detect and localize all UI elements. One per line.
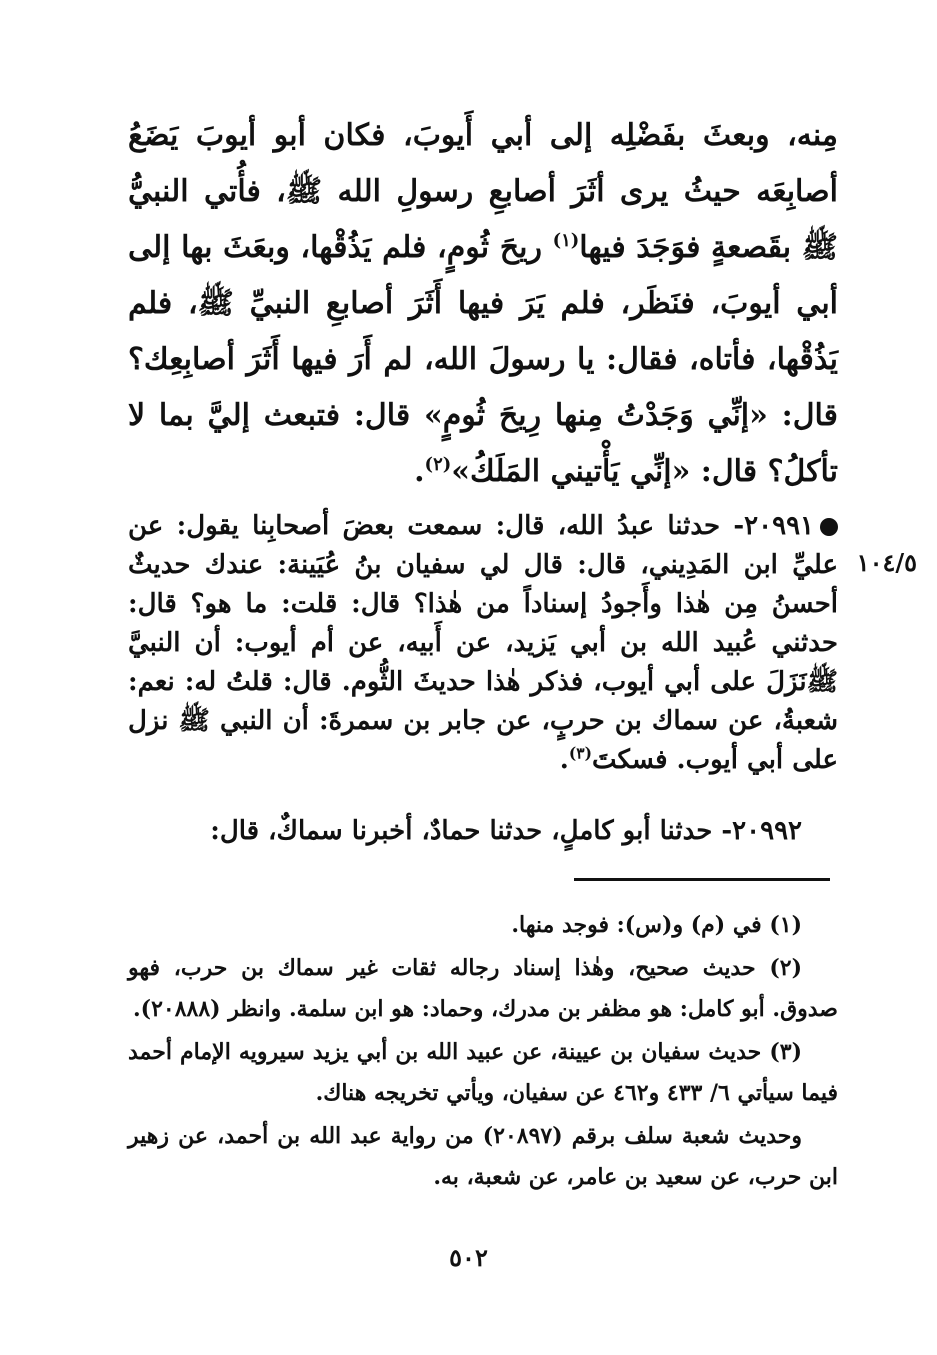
bullet-icon	[820, 518, 838, 536]
hadith-20991-text: ٢٠٩٩١- حدثنا عبدُ الله، قال: سمعت بعضَ أصحابِنا يقول: عن عليِّ ابن المَدِيني، قال: قال لي سفيان بنُ عُيَينة: عندك حديثٌ أحسنُ مِن هٰذا وأَجودُ إسناداً من هٰذا؟ قال: قلت: ما هو؟ قال: حدثني عُبيد الله بن أبي يَزيد، عن أَبيه، عن أم أيوب: أن النبيَّ ﷺنَزَلَ على أبي أيوب، فذكر هٰذا حديثَ الثُّوم. قال: قلتُ له: نعم: شعبةُ، عن سماك بن حربٍ، عن جابر بن سمرةَ: أن النبي ﷺ نزل على أبي أيوب. فسكتَ	[128, 511, 838, 775]
hadith-20992-text: ٢٠٩٩٢- حدثنا أبو كاملٍ، حدثنا حمادٌ، أخبرنا سماكٌ، قال:	[210, 816, 802, 846]
margin-volume-page-ref: ١٠٤/٥	[856, 548, 917, 577]
footnote-marker-1: (١)	[552, 230, 580, 251]
page-number: ٥٠٢	[449, 1243, 488, 1272]
footnote-marker-3: (٣)	[568, 743, 592, 763]
footnote-marker-2: (٢)	[424, 454, 452, 475]
main-text-end: .	[414, 454, 425, 489]
footnotes-block	[128, 905, 838, 1200]
footnote-divider	[574, 878, 830, 881]
hadith-20992	[128, 812, 838, 851]
footnote-3-continued: وحديث شعبة سلف برقم (٢٠٨٩٧) من رواية عبد الله بن أحمد، عن زهير ابن حرب، عن سعيد بن عامر، عن شعبة، به.	[128, 1123, 838, 1190]
main-text-block	[128, 108, 838, 500]
hadith-20991	[128, 507, 838, 780]
hadith-20991-end: .	[559, 745, 569, 775]
main-text-part-2: ريحَ ثُومٍ، فلم يَذُقْها، وبعَثَ بها إلى أبي أيوبَ، فنَظَر، فلم يَرَ فيها أَثَرَ أصابعِ النبيِّ ﷺ، فلم يَذُقْها، فأتاه، فقال: يا رسولَ الله، لم أَرَ فيها أَثَرَ أصابِعِك؟ قال: «إنِّي وَجَدْتُ مِنها رِيحَ ثُومٍ» قال: فتبعث إليَّ بما لا تأكلُ؟ قال: «إنِّي يَأْتيني المَلَكُ»	[128, 230, 838, 489]
footnote-1: (١) في (م) و(س): فوجد منها.	[511, 912, 802, 938]
footnote-3: (٣) حديث سفيان بن عيينة، عن عبيد الله بن أبي يزيد سيرويه الإمام أحمد فيما سيأتي ٦/ ٤٣٣ و٤٦٢ عن سفيان، ويأتي تخريجه هناك.	[128, 1039, 838, 1106]
footnote-2: (٢) حديث صحيح، وهٰذا إسناد رجاله ثقات غير سماك بن حرب، فهو صدوق. أبو كامل: هو مظفر بن مدرك، وحماد: هو ابن سلمة. وانظر (٢٠٨٨٨).	[128, 955, 838, 1022]
main-text-part-1: مِنه، وبعثَ بفَضْلِه إلى أبي أَيوبَ، فكان أبو أيوبَ يَضَعُ أصابِعَه حيثُ يرى أثَرَ أصابعِ رسولِ الله ﷺ، فأُتي النبيُّ ﷺ بقَصعةٍ فوَجَدَ فيها	[128, 118, 838, 265]
